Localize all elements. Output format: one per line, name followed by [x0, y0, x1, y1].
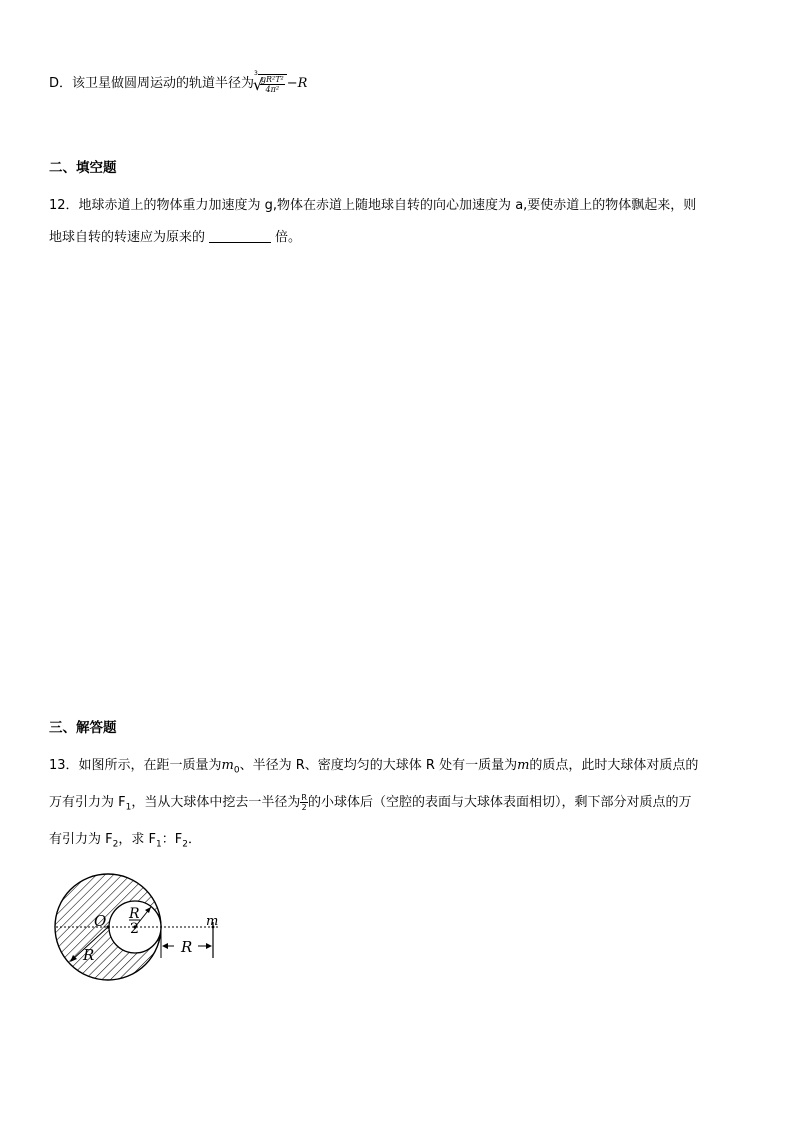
f2-sub-ratio: 2 [182, 839, 188, 850]
fraction-numerator: gR²T² [260, 75, 284, 85]
q13-l1-c: 的质点，此时大球体对质点的 [529, 758, 699, 773]
r-over-2-den: 2 [301, 803, 307, 812]
q13-l2-b: ，当从大球体中挖去一半径为 [131, 795, 301, 810]
q12-line-2-start: 地球自转的转速应为原来的 [49, 230, 206, 245]
q12-line-2 [49, 228, 301, 248]
q13-l1-b: 、半径为 R、密度均匀的大球体 R 处有一质量为 [239, 758, 518, 773]
q12-line-1: 12．地球赤道上的物体重力加速度为 g,物体在赤道上随地球自转的向心加速度为 a,要使赤道上的物体飘起来，则 [49, 198, 697, 213]
q13-line-1 [49, 756, 698, 781]
option-d-label: D． [49, 76, 73, 92]
mass-m0-sub: 0 [233, 765, 240, 776]
label-o: O [94, 912, 107, 930]
f2-sub: 2 [112, 839, 119, 850]
radical-sign: √ [252, 75, 264, 95]
cube-root-expression [254, 72, 287, 95]
label-r-distance: R [181, 938, 193, 956]
q13-l3-a: 有引力为 F [49, 832, 113, 847]
radicand-fraction [260, 75, 285, 94]
f1-sub-ratio: 1 [155, 839, 162, 850]
sphere-cavity-figure [50, 870, 230, 990]
mass-m0: m [221, 758, 234, 773]
option-d-text: 该卫星做圆周运动的轨道半径为 [72, 76, 255, 92]
section-title-fill-in: 二、填空题 [49, 160, 117, 176]
q13-l3-c: ：F [161, 832, 183, 847]
q13-l1-a: 13．如图所示，在距一质量为 [49, 758, 222, 773]
section-title-solve: 三、解答题 [49, 720, 117, 736]
r-over-2-fraction [300, 793, 308, 812]
radius-symbol: R [297, 76, 308, 92]
option-d [49, 72, 307, 95]
mass-m: m [517, 758, 530, 773]
label-r-small-den: 2 [130, 921, 139, 937]
q13-l2-c: 的小球体后（空腔的表面与大球体表面相切），剩下部分对质点的万 [307, 795, 692, 810]
f1-sub: 1 [125, 802, 132, 813]
q13-line-3 [49, 830, 201, 855]
label-m: m [206, 914, 219, 929]
radicand [252, 74, 287, 95]
label-r-big: R [83, 946, 95, 964]
q13-l2-a: 万有引力为 F [49, 795, 126, 810]
answer-blank[interactable] [209, 228, 271, 243]
fraction-denominator: 4π² [265, 85, 280, 95]
q13-l3-d: ． [187, 832, 201, 847]
distance-arrowhead-left [162, 943, 168, 949]
minus-sign: − [286, 76, 298, 92]
distance-arrowhead-right [206, 943, 212, 949]
r-over-2-num: R [301, 793, 307, 802]
label-r-small-num: R [129, 906, 140, 922]
q12-line-2-end: 倍。 [275, 230, 302, 245]
root-index: 3 [254, 70, 258, 77]
q13-line-2 [49, 793, 691, 818]
q13-l3-b: ，求 F [118, 832, 156, 847]
